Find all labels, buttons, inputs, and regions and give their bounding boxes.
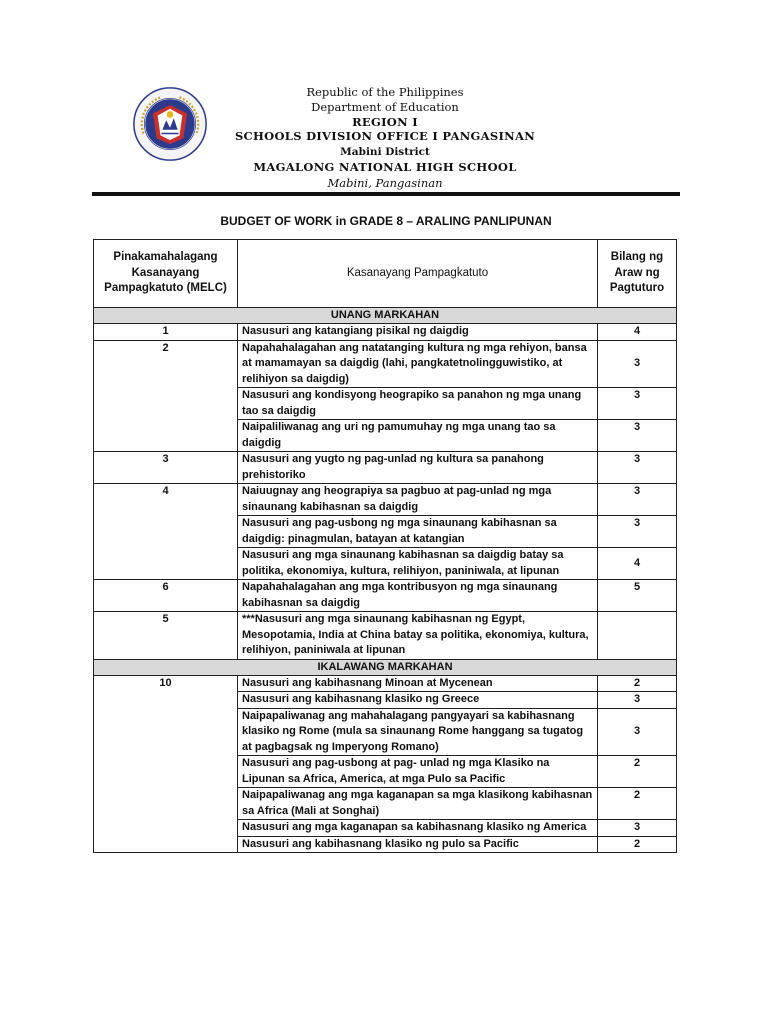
table-row (94, 612, 677, 660)
header-republic: Republic of the Philippines (306, 85, 464, 99)
header-school: MAGALONG NATIONAL HIGH SCHOOL (253, 160, 517, 174)
col-header-melc: Pinakamahalagang Kasanayang Pampagkatuto (MELC) (94, 240, 238, 308)
header-region: REGION I (352, 115, 418, 129)
days-cell (598, 612, 677, 660)
competency-cell: Nasusuri ang pag-usbong at pag- unlad ng mga Klasiko na Lipunan sa Africa, America, at mga Pulo sa Pacific (238, 756, 598, 788)
melc-number: 3 (94, 452, 238, 484)
competency-cell: Naiuugnay ang heograpiya sa pagbuo at pag-unlad ng mga sinaunang kabihasnan sa daigdig (238, 484, 598, 516)
table-row (94, 484, 677, 516)
table-row (94, 452, 677, 484)
competency-cell: Naipapaliwanag ang mga kaganapan sa mga klasikong kabihasnan sa Africa (Mali at Songhai) (238, 788, 598, 820)
document-title: BUDGET OF WORK in GRADE 8 – ARALING PANLIPUNAN (220, 214, 552, 228)
competency-cell: Nasusuri ang mga sinaunang kabihasnan sa daigdig batay sa politika, ekonomiya, kultura, relihiyon, paniniwala, at lipunan (238, 548, 598, 580)
competency-cell: Nasusuri ang kabihasnang Minoan at Mycenean (238, 675, 598, 692)
days-cell: 2 (598, 836, 677, 853)
melc-number: 5 (94, 612, 238, 660)
days-cell: 3 (598, 388, 677, 420)
days-cell: 3 (598, 420, 677, 452)
col-header-kasanayan: Kasanayang Pampagkatuto (238, 240, 598, 308)
quarter-row (94, 308, 677, 324)
competency-cell: Naipaliliwanag ang uri ng pamumuhay ng mga unang tao sa daigdig (238, 420, 598, 452)
competency-cell: Naipapaliwanag ang mahahalagang pangyayari sa kabihasnang klasiko ng Rome (mula sa sinaunang Rome hanggang sa tugatog at pagbagsak ng Imperyong Romano) (238, 708, 598, 756)
days-cell: 3 (598, 692, 677, 709)
competency-cell: Napahahalagahan ang mga kontribusyon ng mga sinaunang kabihasnan sa daigdig (238, 580, 598, 612)
competency-cell: Nasusuri ang yugto ng pag-unlad ng kultura sa panahong prehistoriko (238, 452, 598, 484)
table-row (94, 340, 677, 388)
header-divider (92, 192, 680, 196)
days-cell: 3 (598, 516, 677, 548)
days-cell: 3 (598, 708, 677, 756)
days-cell: 3 (598, 340, 677, 388)
header-department: Department of Education (311, 100, 459, 114)
days-cell: 5 (598, 580, 677, 612)
competency-cell: Nasusuri ang katangiang pisikal ng daigdig (238, 324, 598, 341)
deped-seal-icon (132, 86, 208, 162)
header-location: Mabini, Pangasinan (327, 176, 443, 190)
melc-number: 6 (94, 580, 238, 612)
days-cell: 2 (598, 788, 677, 820)
days-cell: 3 (598, 820, 677, 837)
days-cell: 3 (598, 452, 677, 484)
melc-number: 1 (94, 324, 238, 341)
quarter-label: UNANG MARKAHAN (94, 308, 677, 324)
competency-cell: Nasusuri ang kondisyong heograpiko sa panahon ng mga unang tao sa daigdig (238, 388, 598, 420)
melc-number: 4 (94, 484, 238, 580)
competency-cell: Nasusuri ang kabihasnang klasiko ng pulo sa Pacific (238, 836, 598, 853)
header-district: Mabini District (340, 146, 430, 158)
header-division: SCHOOLS DIVISION OFFICE I PANGASINAN (234, 129, 536, 143)
col-header-days: Bilang ng Araw ng Pagtuturo (598, 240, 677, 308)
days-cell: 3 (598, 484, 677, 516)
days-cell: 4 (598, 548, 677, 580)
competency-cell: Napahahalagahan ang natatanging kultura ng mga rehiyon, bansa at mamamayan sa daigdig (lahi, pangkatetnolingguwistiko, at relihiyon sa daigdig) (238, 340, 598, 388)
table-row (94, 324, 677, 341)
days-cell: 4 (598, 324, 677, 341)
quarter-row (94, 659, 677, 675)
competency-cell: Nasusuri ang mga kaganapan sa kabihasnang klasiko ng America (238, 820, 598, 837)
quarter-label: IKALAWANG MARKAHAN (94, 659, 677, 675)
table-header-row (94, 240, 677, 308)
budget-of-work-table (93, 239, 677, 853)
table-row (94, 580, 677, 612)
competency-cell: ***Nasusuri ang mga sinaunang kabihasnan ng Egypt, Mesopotamia, India at China batay sa politika, ekonomiya, kultura, relihiyon, paniniwala at lipunan (238, 612, 598, 660)
days-cell: 2 (598, 675, 677, 692)
table-row (94, 675, 677, 692)
melc-number: 2 (94, 340, 238, 452)
days-cell: 2 (598, 756, 677, 788)
competency-cell: Nasusuri ang kabihasnang klasiko ng Greece (238, 692, 598, 709)
melc-number: 10 (94, 675, 238, 853)
competency-cell: Nasusuri ang pag-usbong ng mga sinaunang kabihasnan sa daigdig: pinagmulan, batayan at katangian (238, 516, 598, 548)
